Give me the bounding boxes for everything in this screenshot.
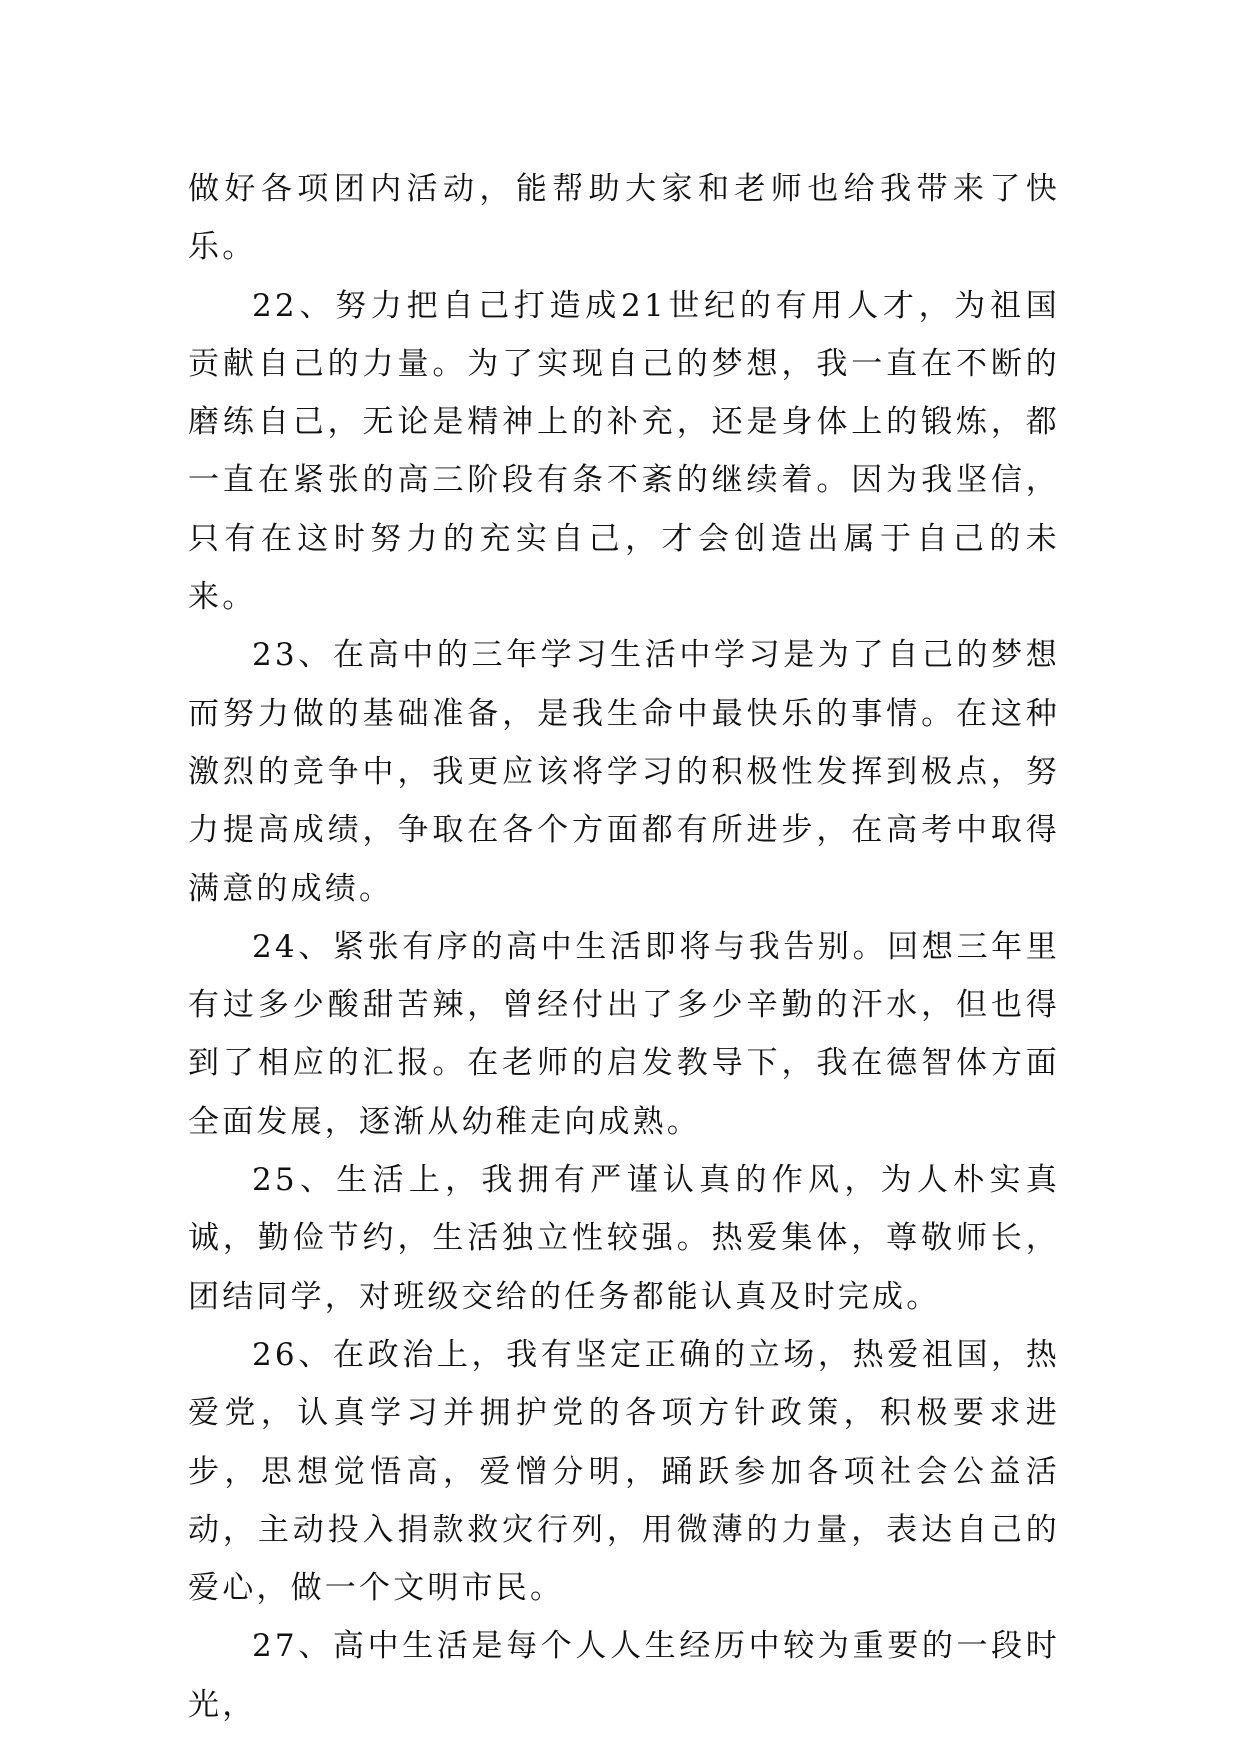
paragraph-continuation: 做好各项团内活动，能帮助大家和老师也给我带来了快乐。 [188, 171, 1060, 266]
document-body [188, 160, 1060, 1734]
paragraph-23: 23、在高中的三年学习生活中学习是为了自己的梦想而努力做的基础准备，是我生命中最快乐的事情。在这种激烈的竞争中，我更应该将学习的积极性发挥到极点，努力提高成绩，争取在各个方面都有所进步，在高考中取得满意的成绩。 [188, 637, 1060, 907]
paragraph-24: 24、紧张有序的高中生活即将与我告别。回想三年里有过多少酸甜苦辣，曾经付出了多少辛勤的汗水，但也得到了相应的汇报。在老师的启发教导下，我在德智体方面全面发展，逐渐从幼稚走向成熟。 [188, 928, 1060, 1140]
paragraph-22: 22、努力把自己打造成21世纪的有用人才，为祖国贡献自己的力量。为了实现自己的梦想，我一直在不断的磨练自己，无论是精神上的补充，还是身体上的锻炼，都一直在紧张的高三阶段有条不紊的继续着。因为我坚信，只有在这时努力的充实自己，才会创造出属于自己的未来。 [188, 287, 1060, 616]
paragraph-26: 26、在政治上，我有坚定正确的立场，热爱祖国，热爱党，认真学习并拥护党的各项方针政策，积极要求进步，思想觉悟高，爱憎分明，踊跃参加各项社会公益活动，主动投入捐款救灾行列，用微薄的力量，表达自己的爱心，做一个文明市民。 [188, 1336, 1060, 1607]
paragraph-25: 25、生活上，我拥有严谨认真的作风，为人朴实真诚，勤俭节约，生活独立性较强。热爱集体，尊敬师长，团结同学，对班级交给的任务都能认真及时完成。 [188, 1162, 1060, 1315]
paragraph-27: 27、高中生活是每个人人生经历中较为重要的一段时光， [188, 1628, 1060, 1723]
